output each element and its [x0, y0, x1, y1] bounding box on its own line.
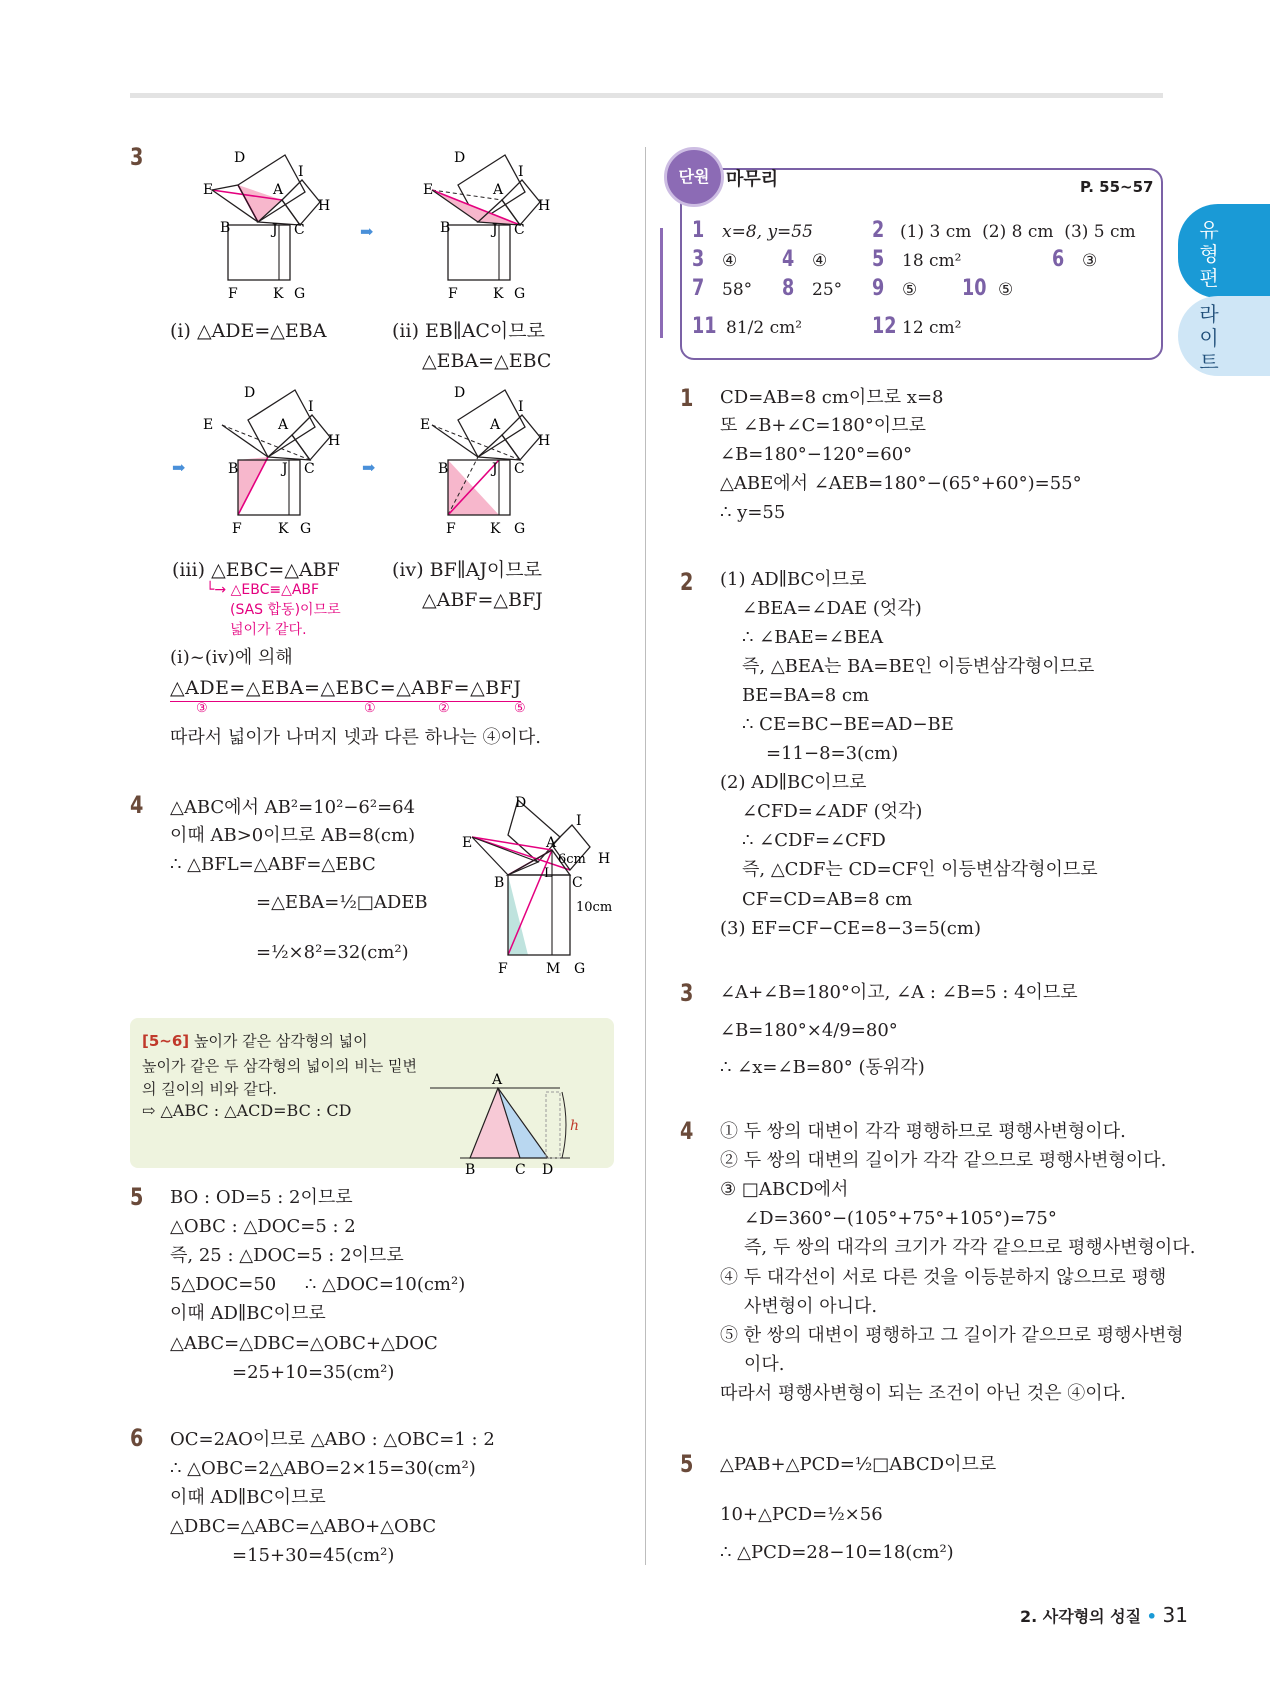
svg-text:A: A: [546, 835, 557, 851]
page-footer: [1020, 1603, 1188, 1627]
text-5-l1: BO : OD=5 : 2이므로: [170, 1187, 353, 1208]
text-4-l3: ∴ △BFL=△ABF=△EBC: [170, 854, 376, 875]
summary-answer: 81/2 cm²: [726, 318, 803, 338]
caption-3-iii-note1: └→ △EBC≡△ABF: [206, 582, 320, 598]
summary-num: 9: [872, 276, 885, 301]
text-r3-l2: ∠B=180°×4/9=80°: [720, 1020, 898, 1041]
caption-3-ii-1: (ⅱ) EB∥AC이므로: [392, 320, 545, 342]
svg-text:B: B: [465, 1162, 476, 1178]
summary-tag: [664, 147, 782, 207]
svg-text:A: A: [490, 417, 501, 433]
summary-answer: 18 cm²: [902, 251, 962, 271]
svg-text:G: G: [294, 286, 306, 302]
svg-text:F: F: [448, 286, 458, 302]
svg-text:A: A: [273, 182, 284, 198]
text-5-l4: 5△DOC=50 ∴ △DOC=10(cm²): [170, 1274, 466, 1295]
svg-text:C: C: [294, 222, 305, 238]
text-r2-l3: ∴ ∠BAE=∠BEA: [742, 627, 884, 648]
summary-answer: ④: [722, 251, 738, 271]
text-r4-l7: 사변형이 아니다.: [744, 1296, 878, 1317]
svg-text:G: G: [514, 286, 526, 302]
note-line-2: 의 길이의 비와 같다.: [142, 1080, 277, 1098]
note-tag: [5~6]: [142, 1032, 190, 1050]
svg-text:D: D: [234, 150, 246, 166]
text-6-l2: ∴ △OBC=2△ABO=2×15=30(cm²): [170, 1458, 476, 1479]
arrow-icon: ➡: [360, 222, 374, 241]
text-r2-l13: (3) EF=CF−CE=8−3=5(cm): [720, 918, 981, 939]
figure-3-iii: [200, 385, 360, 545]
text-r3-l3: ∴ ∠x=∠B=80° (동위각): [720, 1057, 925, 1078]
summary-num: 3: [692, 247, 705, 272]
mark-3: ③: [196, 701, 208, 716]
svg-text:H: H: [318, 198, 331, 214]
text-r1-l3: ∠B=180°−120°=60°: [720, 444, 913, 465]
svg-text:I: I: [308, 399, 314, 415]
summary-answer: ③: [1082, 251, 1098, 271]
note-title: 높이가 같은 삼각형의 넓이: [193, 1032, 368, 1050]
column-divider: [645, 147, 646, 1565]
svg-text:A: A: [493, 182, 504, 198]
svg-text:I: I: [518, 399, 524, 415]
svg-text:E: E: [462, 835, 473, 851]
text-r4-l1: ① 두 쌍의 대변이 각각 평행하므로 평행사변형이다.: [720, 1121, 1126, 1142]
summary-answer: x=8, y=55: [722, 222, 813, 242]
caption-3-i: (ⅰ) △ADE=△EBA: [170, 320, 327, 342]
svg-text:A: A: [492, 1072, 503, 1088]
caption-3-iii: (ⅲ) △EBC=△ABF: [172, 559, 340, 581]
svg-text:I: I: [298, 164, 304, 180]
summary-answer: 58°: [722, 280, 753, 300]
top-rule: [130, 93, 1163, 98]
summary-num: 11: [692, 314, 717, 339]
text-r4-l5: 즉, 두 쌍의 대각의 크기가 각각 같으므로 평행사변형이다.: [744, 1237, 1196, 1258]
text-3-by: (ⅰ)~(ⅳ)에 의해: [170, 647, 293, 668]
svg-text:G: G: [300, 521, 312, 537]
solution-number-1: 1: [680, 384, 694, 412]
svg-text:h: h: [570, 1118, 580, 1134]
svg-text:G: G: [574, 961, 586, 977]
arrow-icon: ➡: [362, 458, 376, 477]
text-5-l3: 즉, 25 : △DOC=5 : 2이므로: [170, 1245, 404, 1266]
text-r4-l2: ② 두 쌍의 대변의 길이가 각각 같으므로 평행사변형이다.: [720, 1150, 1167, 1171]
problem-number-3: 3: [130, 143, 144, 171]
summary-badge: 단원: [664, 147, 724, 207]
svg-text:E: E: [203, 417, 214, 433]
figure-3-ii: [410, 150, 570, 310]
problem-number-6: 6: [130, 1424, 144, 1452]
svg-text:J: J: [272, 222, 278, 238]
summary-num: 6: [1052, 247, 1065, 272]
svg-text:H: H: [538, 198, 551, 214]
summary-answer: 12 cm²: [902, 318, 962, 338]
svg-text:H: H: [598, 851, 611, 867]
svg-text:C: C: [514, 461, 525, 477]
footer-chapter: 2. 사각형의 성질: [1020, 1607, 1142, 1626]
caption-3-iii-note3: 넓이가 같다.: [230, 622, 307, 638]
text-6-l1: OC=2AO이므로 △ABO : △OBC=1 : 2: [170, 1429, 495, 1450]
summary-num: 2: [872, 218, 885, 243]
text-r2-l11: 즉, △CDF는 CD=CF인 이등변삼각형이므로: [742, 859, 1098, 880]
svg-text:K: K: [278, 521, 289, 537]
summary-bar: [660, 228, 663, 338]
mark-1: ①: [364, 701, 376, 716]
note-heading: [142, 1030, 368, 1051]
text-5-l7: =25+10=35(cm²): [232, 1362, 395, 1383]
svg-text:J: J: [492, 461, 498, 477]
solution-number-3: 3: [680, 979, 694, 1007]
svg-text:L: L: [544, 866, 553, 881]
fig4-label-6cm: 6cm: [558, 852, 586, 867]
problem-number-4: 4: [130, 791, 144, 819]
caption-3-iv-1: (ⅳ) BF∥AJ이므로: [392, 559, 542, 581]
svg-text:B: B: [440, 220, 451, 236]
svg-text:B: B: [438, 461, 449, 477]
footer-page-number: 31: [1162, 1603, 1188, 1627]
text-6-l5: =15+30=45(cm²): [232, 1545, 395, 1566]
text-r2-l12: CF=CD=AB=8 cm: [742, 889, 913, 910]
svg-text:I: I: [576, 813, 582, 829]
note-box: [130, 1018, 614, 1178]
note-line-3: ⇨ △ABC : △ACD=BC : CD: [142, 1101, 352, 1120]
tab2-char: 라: [1199, 302, 1219, 326]
side-tab-type[interactable]: [1178, 204, 1270, 298]
svg-text:C: C: [304, 461, 315, 477]
svg-text:I: I: [518, 164, 524, 180]
problem-number-5: 5: [130, 1183, 144, 1211]
summary-num: 7: [692, 276, 705, 301]
svg-text:D: D: [515, 795, 527, 811]
summary-answer: ⑤: [998, 280, 1014, 300]
summary-num: 12: [872, 314, 897, 339]
svg-text:B: B: [494, 875, 505, 891]
text-6-l4: △DBC=△ABC=△ABO+△OBC: [170, 1516, 437, 1537]
text-r1-l4: △ABE에서 ∠AEB=180°−(65°+60°)=55°: [720, 473, 1082, 494]
svg-text:D: D: [454, 385, 466, 401]
svg-text:B: B: [228, 461, 239, 477]
svg-text:F: F: [232, 521, 242, 537]
summary-answer: (1) 3 cm (2) 8 cm (3) 5 cm: [900, 222, 1136, 242]
svg-text:J: J: [492, 222, 498, 238]
svg-text:K: K: [493, 286, 504, 302]
svg-text:K: K: [490, 521, 501, 537]
text-r1-l5: ∴ y=55: [720, 502, 786, 523]
svg-text:C: C: [572, 875, 583, 891]
text-r5-l1: △PAB+△PCD=½□ABCD이므로: [720, 1454, 997, 1475]
svg-text:E: E: [420, 417, 431, 433]
summary-num: 4: [782, 247, 795, 272]
svg-text:A: A: [278, 417, 289, 433]
summary-num: 5: [872, 247, 885, 272]
tab2-char: 이: [1199, 326, 1219, 350]
caption-3-iii-note2: (SAS 합동)이므로: [230, 602, 341, 618]
svg-text:H: H: [328, 433, 341, 449]
tab1-char: 형: [1199, 242, 1219, 266]
summary-answer: 25°: [812, 280, 843, 300]
svg-text:H: H: [538, 433, 551, 449]
text-5-l6: △ABC=△DBC=△OBC+△DOC: [170, 1333, 438, 1354]
summary-num: 10: [962, 276, 987, 301]
text-r2-l9: ∠CFD=∠ADF (엇각): [742, 801, 923, 822]
svg-text:F: F: [446, 521, 456, 537]
text-r4-l4: ∠D=360°−(105°+75°+105°)=75°: [744, 1208, 1057, 1229]
svg-text:F: F: [228, 286, 238, 302]
summary-answer: ⑤: [902, 280, 918, 300]
text-3-chain: △ADE=△EBA=△EBC=△ABF=△BFJ: [170, 675, 521, 702]
svg-text:D: D: [244, 385, 256, 401]
svg-text:E: E: [203, 182, 214, 198]
solution-number-5: 5: [680, 1450, 694, 1478]
svg-text:M: M: [546, 961, 561, 977]
text-r4-l3: ③ □ABCD에서: [720, 1179, 849, 1200]
text-r4-l10: 따라서 평행사변형이 되는 조건이 아닌 것은 ④이다.: [720, 1383, 1126, 1404]
text-r2-l10: ∴ ∠CDF=∠CFD: [742, 830, 886, 851]
text-r5-l3: ∴ △PCD=28−10=18(cm²): [720, 1542, 954, 1563]
svg-text:C: C: [515, 1162, 526, 1178]
text-r4-l8: ⑤ 한 쌍의 대변이 평행하고 그 길이가 같으므로 평행사변형: [720, 1325, 1184, 1346]
figure-3-i: [190, 150, 350, 310]
svg-text:G: G: [514, 521, 526, 537]
text-r1-l1: CD=AB=8 cm이므로 x=8: [720, 387, 944, 408]
text-4-l1: △ABC에서 AB²=10²−6²=64: [170, 797, 416, 818]
text-3-conclusion: 따라서 넓이가 나머지 넷과 다른 하나는 ④이다.: [170, 727, 542, 748]
text-r3-l1: ∠A+∠B=180°이고, ∠A : ∠B=5 : 4이므로: [720, 982, 1078, 1003]
svg-text:B: B: [220, 220, 231, 236]
svg-text:D: D: [542, 1162, 554, 1178]
caption-3-ii-2: △EBA=△EBC: [422, 350, 552, 372]
caption-3-iv-2: △ABF=△BFJ: [422, 589, 543, 611]
figure-3-iv: [410, 385, 570, 545]
text-r2-l2: ∠BEA=∠DAE (엇각): [742, 598, 922, 619]
note-figure: [430, 1048, 610, 1178]
tab1-char: 유: [1199, 218, 1219, 242]
side-tab-light[interactable]: [1178, 296, 1270, 376]
mark-5: ⑤: [514, 701, 526, 716]
text-r4-l9: 이다.: [744, 1354, 785, 1375]
text-4-l5: =½×8²=32(cm²): [256, 942, 409, 963]
text-r2-l4: 즉, △BEA는 BA=BE인 이등변삼각형이므로: [742, 656, 1095, 677]
mark-2: ②: [438, 701, 450, 716]
text-r2-l6: ∴ CE=BC−BE=AD−BE: [742, 714, 954, 735]
text-r5-l2: 10+△PCD=½×56: [720, 1504, 883, 1525]
figure-4: [460, 795, 620, 977]
fig4-label-10cm: 10cm: [576, 900, 613, 915]
svg-text:K: K: [273, 286, 284, 302]
text-r2-l8: (2) AD∥BC이므로: [720, 772, 867, 793]
text-5-l2: △OBC : △DOC=5 : 2: [170, 1216, 356, 1237]
tab1-char: 편: [1199, 266, 1219, 290]
svg-text:F: F: [498, 961, 508, 977]
solution-number-4: 4: [680, 1117, 694, 1145]
text-4-l2: 이때 AB>0이므로 AB=8(cm): [170, 825, 416, 846]
solution-number-2: 2: [680, 568, 694, 596]
svg-text:E: E: [423, 182, 434, 198]
footer-dot-icon: •: [1146, 1607, 1163, 1626]
summary-num: 8: [782, 276, 795, 301]
note-line-1: 높이가 같은 두 삼각형의 넓이의 비는 밑변: [142, 1057, 417, 1075]
text-r2-l1: (1) AD∥BC이므로: [720, 569, 867, 590]
summary-page-ref: P. 55~57: [1080, 178, 1154, 196]
summary-num: 1: [692, 218, 705, 243]
text-r2-l7: =11−8=3(cm): [766, 743, 899, 764]
svg-text:C: C: [514, 222, 525, 238]
text-r1-l2: 또 ∠B+∠C=180°이므로: [720, 415, 926, 436]
arrow-icon: ➡: [172, 458, 186, 477]
text-r4-l6: ④ 두 대각선이 서로 다른 것을 이등분하지 않으므로 평행: [720, 1267, 1167, 1288]
text-6-l3: 이때 AD∥BC이므로: [170, 1487, 326, 1508]
summary-answer: ④: [812, 251, 828, 271]
svg-text:D: D: [454, 150, 466, 166]
summary-title: 마무리: [726, 169, 779, 190]
svg-text:J: J: [282, 461, 288, 477]
text-r2-l5: BE=BA=8 cm: [742, 685, 870, 706]
text-5-l5: 이때 AD∥BC이므로: [170, 1303, 326, 1324]
text-4-l4: =△EBA=½□ADEB: [256, 892, 428, 913]
tab2-char: 트: [1199, 350, 1219, 374]
